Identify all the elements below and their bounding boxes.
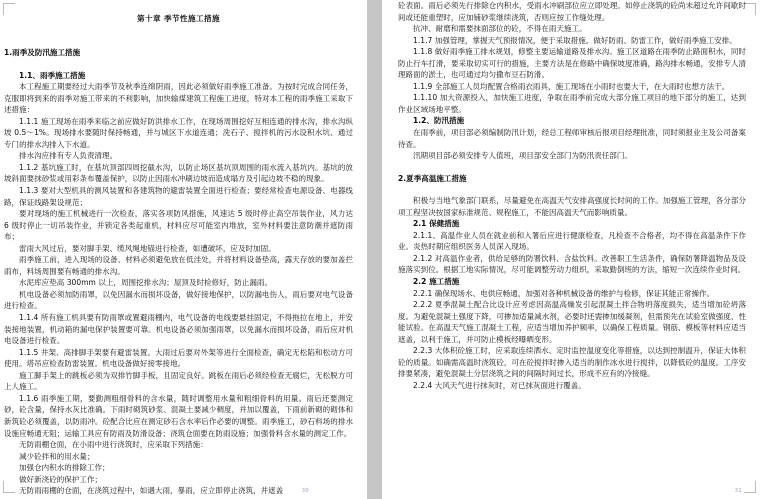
body-paragraph: 1.1.2 基坑施工时，在基坑顶部四周挖截水沟，以防止场区基坑顶周围的雨水流入基坑内。基坑的放坡斜面要抹砂浆或用彩条布覆盖保护，以防止因雨水冲刷边坡而造成塌方及引起边坡不稳的现象。 xyxy=(4,162,353,184)
subsection-heading: 2.1 保健措施 xyxy=(413,219,460,229)
body-paragraph: 雨季施工前，进入现场的设备、材料必须避免放在低洼处，并将材料设备垫高，露天存放的要加盖拦雨布，料场周围要有畅通的排水沟。 xyxy=(4,255,353,276)
body-paragraph: 1.1.5 井架、高排脚手架要有避雷装置。大雨过后要对外架等进行全面检查，确定无松陷和松动方可使用。塔吊应检查防雷装置。机电设备做好接零接地。 xyxy=(4,347,353,369)
body-paragraph: 2.2.3 大体积砼施工时，应采取连续洒水、定时监控温度变化等措施，以达到控制温升，保证大体积砼的质量。如确需高温时浇筑砼，可在砼搅拌时掺入适当的制作冰水进行搅拌，以降低砼的温度。工序安排要紧凑，避免混凝土分层浇筑之间的间隔时间过长，形成不应有的冷接缝。 xyxy=(398,346,746,379)
paragraph-spacer xyxy=(398,184,746,195)
body-paragraph: 1.1.8 做好雨季施工排水规划，修整主要运输道路及排水沟。施工区道路在雨季防止路面积水，同时防止行车打滑，要采取切实可行的措施，主要方法是在修路中确保坡度准确，路沟排水畅通，安排专人清理路面的淤土，也可通过均匀撒布豆石防滑。 xyxy=(398,47,746,80)
section-heading: 1.雨季及防汛施工措施 xyxy=(4,48,81,57)
body-paragraph: 抗冲、耐磨和需要抹面部位的砼，不得在雨天施工。 xyxy=(413,24,587,34)
body-paragraph: 减少砼拌和的用水量； xyxy=(19,451,95,461)
body-paragraph: 做好新浇砼的保护工作； xyxy=(19,474,103,484)
page-number-left: 30 xyxy=(301,488,309,494)
paragraph-spacer xyxy=(4,59,353,70)
page-left-body xyxy=(4,36,353,497)
subsection-heading: 1.2、防汛措施 xyxy=(413,116,465,126)
body-paragraph: 1.1.3 要对大型机具的测风装置和各建筑物的避雷装置全面进行检查；要经常检查电源设备、电器线路，保证线路架设规范； xyxy=(4,186,353,207)
body-paragraph: 1.1.1 施工现场在雨季来临之前应做好防洪排水工作，在现场周围挖好互相连通的排水沟，排水沟纵坡 0.5～1%。现场排水要随时保持畅通，并与城区下水道连通；洗石子、搅拌机的污水设积水坑、通过专门的排水沟排入下水道。 xyxy=(4,116,353,149)
page-right-text-column xyxy=(398,0,746,499)
subsection-heading: 1.1、雨季施工措施 xyxy=(19,70,86,80)
body-paragraph: 要对现场的施工机械进行一次检查，落实各项防风措施，风速达 5 级时停止高空吊装作业，风力达 6 级时停止一切吊装作业，并锁定各类起重机，材料应尽可能室内堆放，室外材料要注意防潮并遮防雨布； xyxy=(4,209,353,242)
body-paragraph: 无防雨雨棚的仓面，在浇筑过程中，如遇大雨，暴雨，应立即停止浇筑，并遮盖 xyxy=(19,486,284,496)
document-page-right xyxy=(382,0,760,499)
body-paragraph: 排水沟应排有专人负责清理。 xyxy=(19,151,118,161)
body-paragraph: 积极与当地气象部门联系，尽量避免在高温天气安排高强度长时间的工作。加强施工管理，各分部分项工程坚决按国家标准规范、规程施工，不能因高温天气而影响质量。 xyxy=(398,196,746,217)
body-paragraph: 2.2.4 大风天气进行抹灰时，对已抹灰面进行覆盖。 xyxy=(413,380,586,390)
body-paragraph: 机电设备必须加防雨罩，以免因漏水而损坏设备，做好接地保护，以防漏电伤人，雨后要对电气设备进行检查。 xyxy=(4,289,353,311)
page-gutter-divider xyxy=(367,0,382,499)
paragraph-spacer xyxy=(4,36,353,47)
body-paragraph: 雷雨大风过后，要对脚手架、缆风绳地锚进行检查，如遭破坏，应及时加固。 xyxy=(19,243,276,253)
body-paragraph: 2.1.1、高温作业人员在就业前和入署后应进行健康检查，凡检查不合格者，均不得在高温条件下作业。炎热时期应组织医务人员深入现场。 xyxy=(398,230,746,252)
subsection-heading: 2.2 施工措施 xyxy=(413,277,460,287)
section-heading: 2.夏季高温施工措施 xyxy=(398,173,467,183)
body-paragraph: 汛期项目部必须安排专人值班，项目部安全部门为防汛责任部门。 xyxy=(413,151,632,161)
body-paragraph: 1.1.4 所有施工机具要有防雨罩或置避雨棚内，电气设备的电线要悬挂固定，不得拖拉在地上，并安装接地装置，机动箱的漏电保护装置要可靠。机电设备必须加强雨罩，以免漏水而损坏设备，雨后应对机电设备进行检查。 xyxy=(4,313,353,346)
body-paragraph: 2.2.1 确保现场水、电供应畅通，加强对各种机械设备的维护与检修，保证其能正常操作。 xyxy=(413,288,715,298)
page-left-text-column xyxy=(4,0,353,499)
document-page-left xyxy=(0,0,367,499)
body-paragraph: 无防雨棚仓面，在小雨中进行浇筑时，应采取下列措施： xyxy=(19,440,208,450)
title-spacer xyxy=(4,25,353,36)
body-paragraph: 2.1.2 对高温作业者，供给足够的防署饮料、含盐饮料。改善职工生活条件，确保防署降温物品及设施落实到位。根据工地实际情况，尽可能调整劳动力组织，采取勤倒班的方法，缩短一次连续作业时间。 xyxy=(398,253,746,275)
page-number-right: 31 xyxy=(734,488,742,494)
body-paragraph: 施工脚手架上的跳板必须为双排竹脚手板，且固定良好。跳板在雨后必须经检查无腐烂，无松脱方可上人施工。 xyxy=(4,370,353,392)
body-paragraph: 加强仓内积水的排除工作； xyxy=(19,463,110,473)
body-paragraph: 砼表面。雨后必须先行排除仓内积水，受雨水冲刷部位应立即处理。如停止浇筑的砼尚未超过允许间歇时间或还能重塑时，应加铺砂浆继续浇筑，否则应按工作缝处理。 xyxy=(398,1,746,22)
body-paragraph: 1.1.7 加强管理，掌握天气预报情况，便于采取措施。做好防雨、防雷工作，做好雨季施工安排。 xyxy=(413,35,737,45)
body-paragraph: 2.2.2 夏季混凝土配合比设计应考虑因高温高燥发引起混凝土拌合物坍落度损失，适当增加砼坍落度。为避免混凝土强度下降，可掺加适量减水剂，必要时还需掺加缓凝剂，但需预先在试验室做强度、性能试验。在高温天气施工混凝土工程，应适当增加养护频率，以确保工程质量。钢筋、模板等材料应适当遮盖，以利于施工，并可防止模板经曝晒变形。 xyxy=(398,300,746,344)
body-paragraph: 本工程施工期要经过大雨季节及秋季连绵阴雨，因此必须做好雨季施工准备。为按时完成合同任务，克服即将到来的雨季对施工带来的不利影响，加快输煤建筑工程施工进度，特对本工程的雨季施工采取下述措施： xyxy=(4,82,353,115)
paragraph-spacer xyxy=(398,162,746,173)
body-paragraph: 1.1.10 加大资源投入，加快施工进度，争取在雨季前完成大部分施工项目的地下部分的施工，达到作业区域场地平整。 xyxy=(398,93,746,114)
page-title: 第十章 季节性施工措施 xyxy=(137,14,220,23)
body-paragraph: 水泥库应垫高 300mm 以上，周围挖排水沟；屋顶及时检修好，防止漏雨。 xyxy=(19,278,272,288)
body-paragraph: 1.1.6 雨季施工期，要勤测粗细骨料的含水量，随时调整用水量和粗细骨料的用量。雨后还要测定砂，砼含量，保持水灰比准确。下雨时砌筑砂浆、混凝土要减少稠度，并加以覆盖，下雨前新砌的砌体和新筑砼必须覆盖，以防雨冲。砼配合比应在测定砂石含水率后作必要的调整。雨季施工，砂石料场的排水设施应畅通无阻；运输工具应有防雨及防滑设备；浇筑仓面要在防雨设施；加强骨料含水量的测定工作。 xyxy=(4,393,353,438)
body-paragraph: 在雨季前，项目部必须编制防汛计划，经总工程师审核后报项目经理批准，同时须报业主及公司备案待查。 xyxy=(398,128,746,149)
body-paragraph: 1.1.9 全部施工人员均配置合格雨衣雨具，施工现场在小雨时也要大干，在大雨时也想方法干。 xyxy=(413,81,730,91)
page-right-body xyxy=(398,0,746,392)
